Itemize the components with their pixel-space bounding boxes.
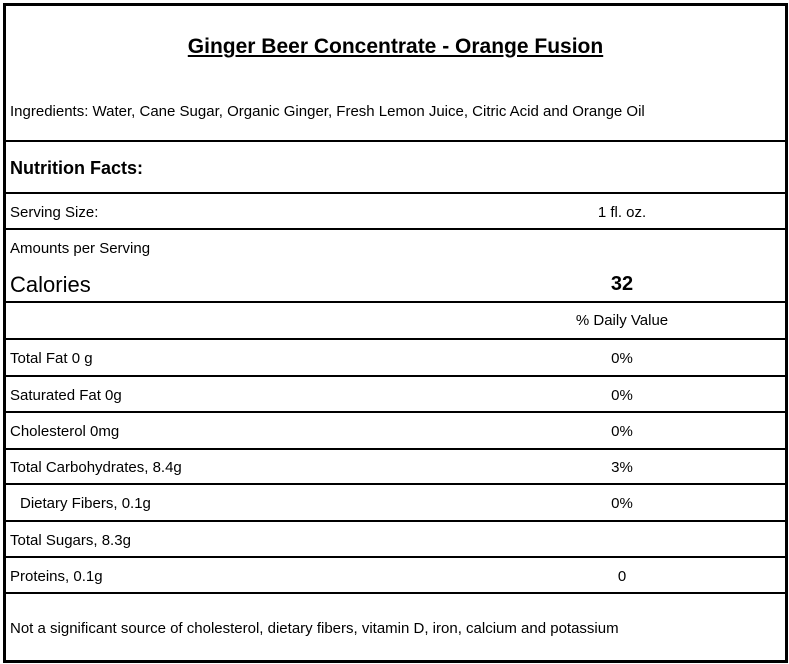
nutrient-row bbox=[6, 522, 785, 558]
nutrition-facts-heading: Nutrition Facts: bbox=[10, 158, 143, 178]
nutrient-label: Total Fat 0 g bbox=[10, 350, 93, 367]
nutrient-label: Dietary Fibers, 0.1g bbox=[20, 495, 151, 512]
product-title: Ginger Beer Concentrate - Orange Fusion bbox=[187, 35, 604, 58]
daily-value-header-row bbox=[6, 303, 785, 340]
serving-size-row bbox=[6, 194, 785, 230]
nutrient-row bbox=[6, 340, 785, 377]
amounts-per-serving-label: Amounts per Serving bbox=[10, 240, 151, 257]
nutrient-row bbox=[6, 413, 785, 450]
nutrient-label: Total Carbohydrates, 8.4g bbox=[10, 459, 182, 476]
nutrition-label bbox=[3, 3, 788, 663]
nutrient-label: Total Sugars, 8.3g bbox=[10, 532, 131, 549]
nutrient-label: Cholesterol 0mg bbox=[10, 423, 120, 440]
nutrient-label: Saturated Fat 0g bbox=[10, 387, 122, 404]
nutrient-row bbox=[6, 450, 785, 485]
nutrient-row bbox=[6, 485, 785, 522]
daily-value-header: % Daily Value bbox=[575, 312, 669, 329]
nutrient-row bbox=[6, 558, 785, 594]
footnote-text: Not a significant source of cholesterol, dietary fibers, vitamin D, iron, calcium and potassium bbox=[10, 620, 619, 637]
nutrient-daily-value: 3% bbox=[611, 459, 633, 476]
calories-value: 32 bbox=[610, 273, 634, 295]
calories-label: Calories bbox=[10, 272, 91, 297]
nutrient-daily-value: 0% bbox=[611, 495, 633, 512]
nutrient-daily-value: 0 bbox=[617, 568, 627, 585]
serving-size-label: Serving Size: bbox=[10, 204, 99, 221]
nutrient-row bbox=[6, 377, 785, 413]
nutrient-label: Proteins, 0.1g bbox=[10, 568, 103, 585]
serving-size-value: 1 fl. oz. bbox=[597, 204, 647, 221]
nutrient-daily-value: 0% bbox=[611, 350, 633, 367]
ingredients-text: Ingredients: Water, Cane Sugar, Organic Ginger, Fresh Lemon Juice, Citric Acid and Orange Oil bbox=[10, 103, 645, 120]
header-section bbox=[6, 6, 785, 142]
nutrition-facts-row bbox=[6, 142, 785, 194]
footnote-row bbox=[6, 594, 785, 660]
calories-row bbox=[6, 230, 785, 303]
nutrient-daily-value: 0% bbox=[611, 423, 633, 440]
nutrient-daily-value: 0% bbox=[611, 387, 633, 404]
